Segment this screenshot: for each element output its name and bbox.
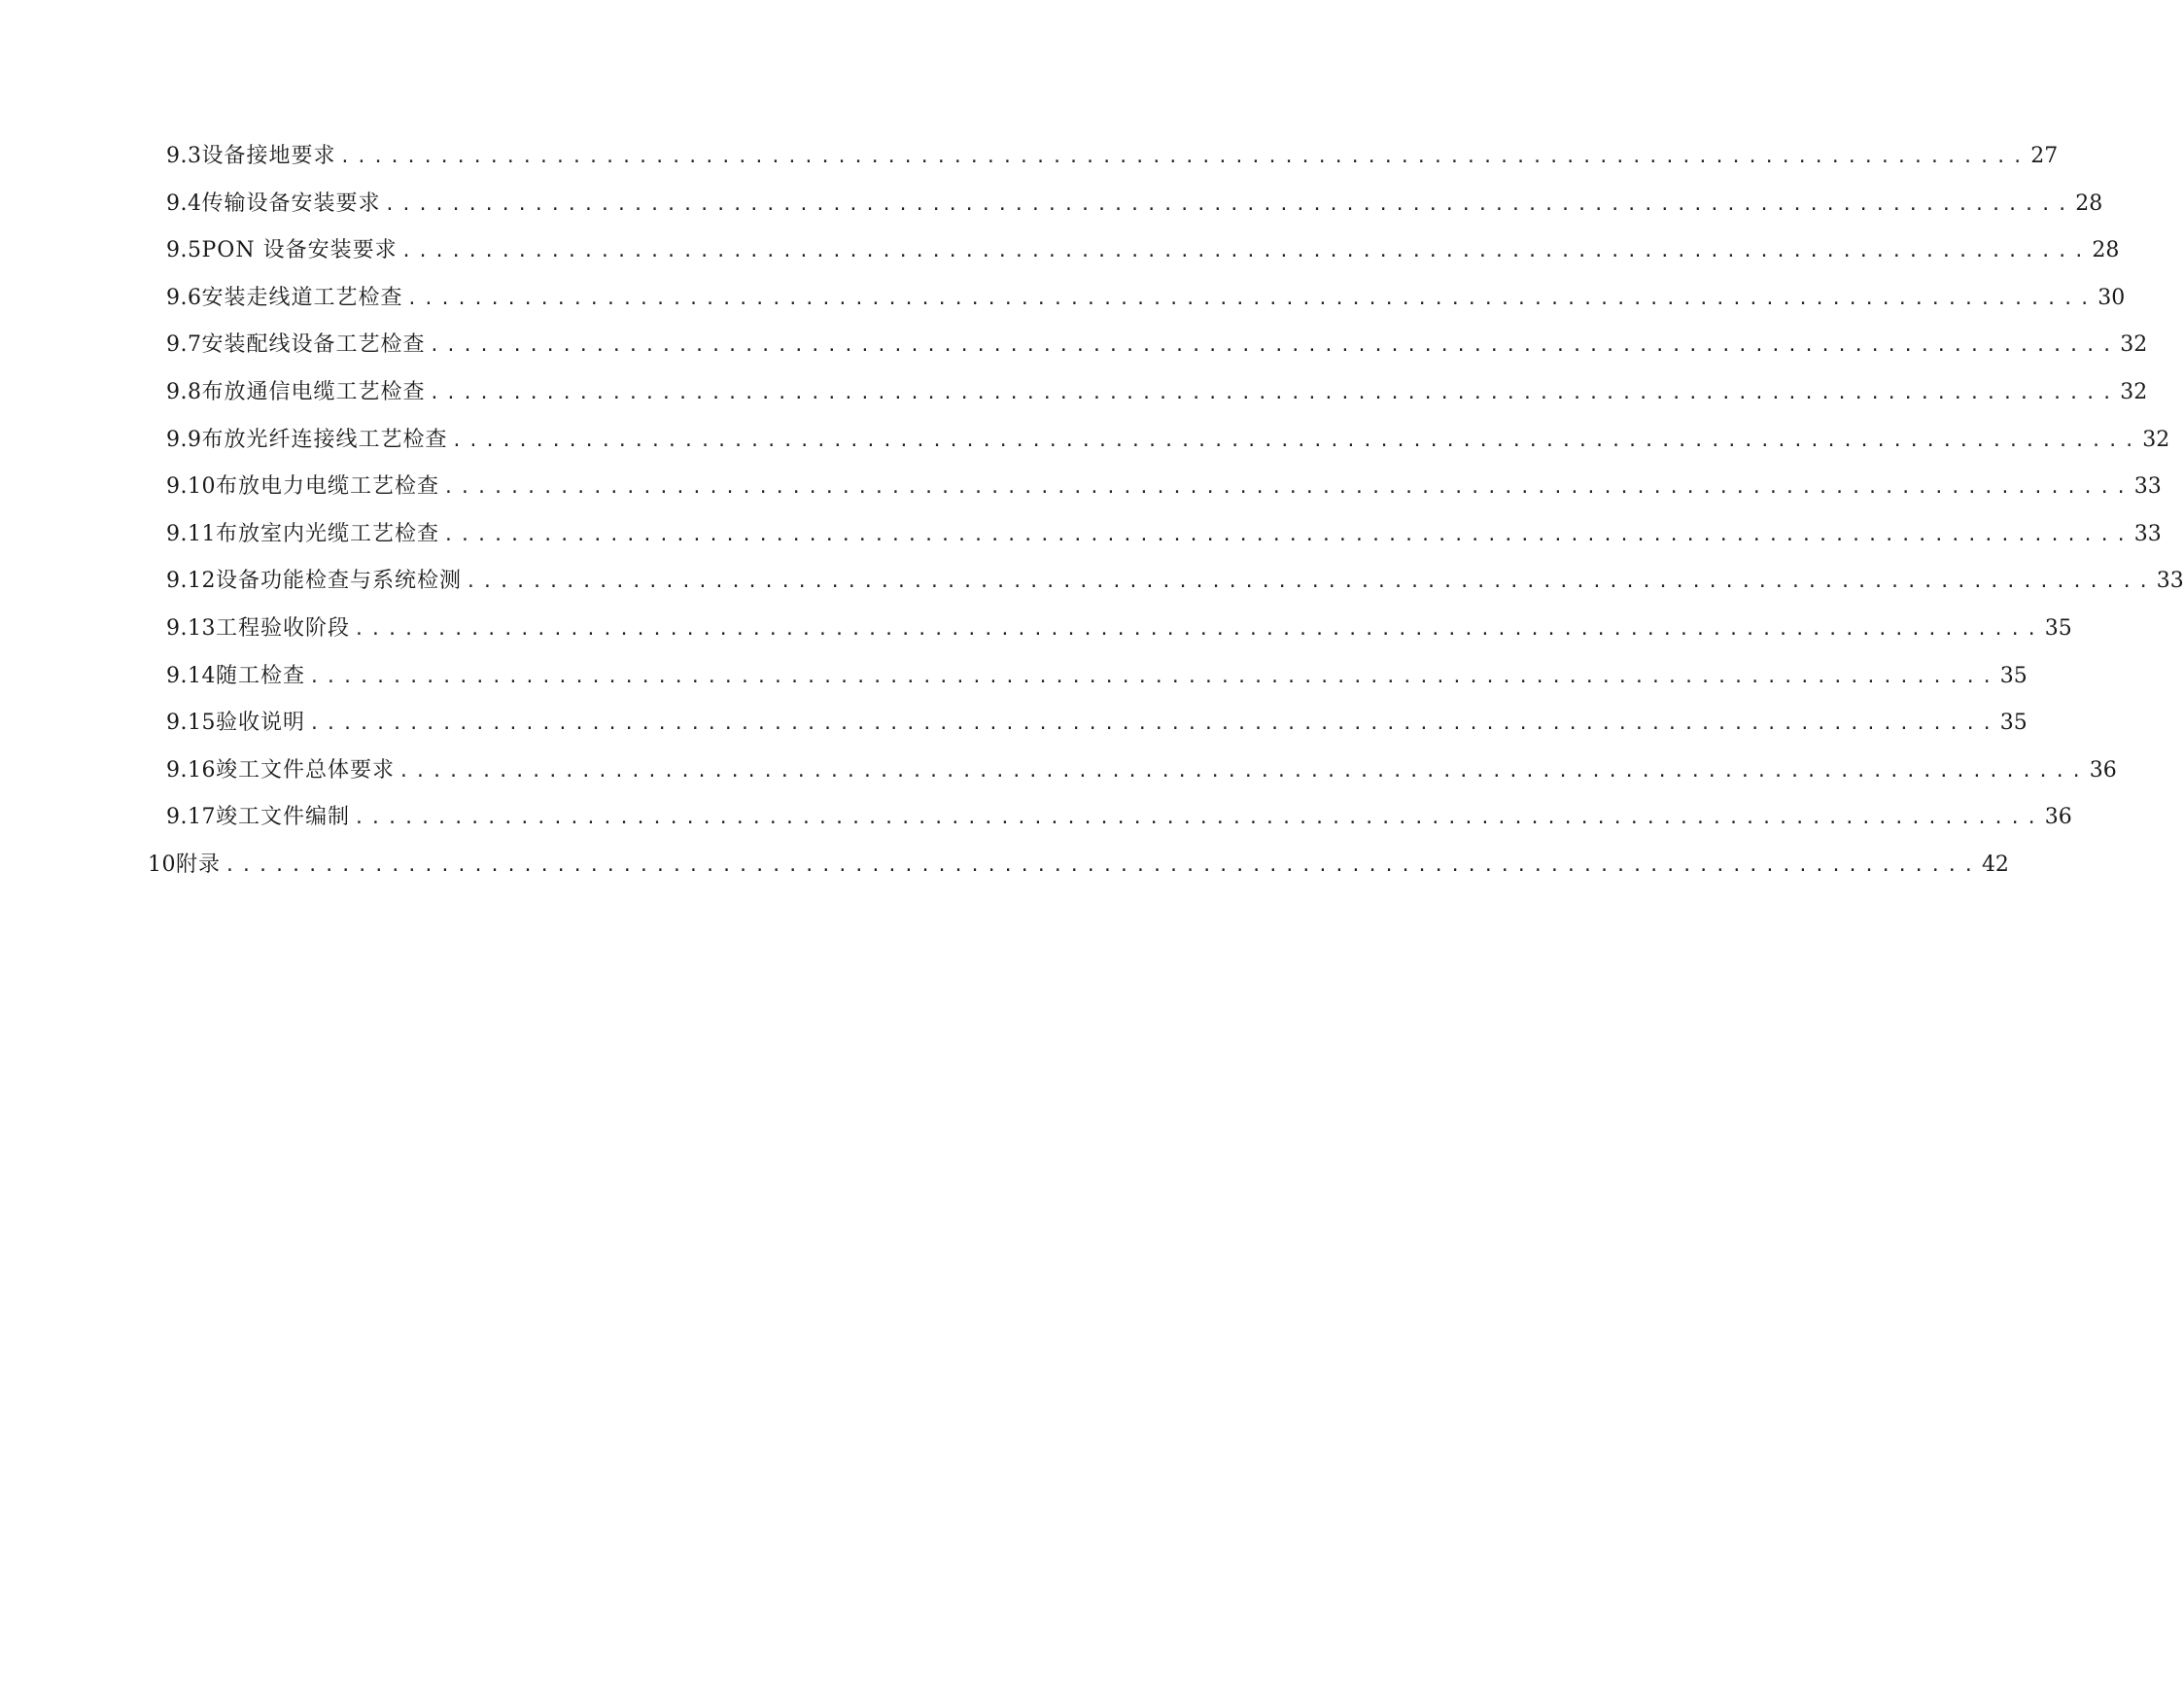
toc-entry-number: 9.10 [166, 474, 216, 500]
toc-entry-number: 9.13 [166, 615, 216, 641]
table-of-contents [0, 140, 2184, 896]
toc-entry-title: 安装走线道工艺检查 [201, 285, 403, 310]
dot-leader: ...................................................................................................... [309, 713, 1998, 735]
toc-entry-title: 安装配线设备工艺检查 [201, 332, 426, 358]
toc-entry[interactable] [0, 188, 2103, 235]
toc-entry-title: 验收说明 [215, 711, 305, 736]
toc-entry-page: 30 [2097, 285, 2126, 310]
toc-entry-title: 竣工文件总体要求 [215, 757, 395, 783]
toc-entry[interactable] [0, 801, 2072, 849]
toc-entry-page: 32 [2120, 332, 2148, 358]
toc-entry-title: 竣工文件编制 [215, 805, 350, 830]
toc-entry-page: 27 [2030, 144, 2059, 168]
toc-entry-number: 9.12 [166, 569, 216, 594]
toc-entry-page: 32 [2142, 427, 2170, 452]
toc-entry-title: PON 设备安装要求 [201, 238, 398, 263]
toc-entry-title: 传输设备安装要求 [201, 191, 381, 216]
dot-leader: ...................................................................................................... [429, 382, 2119, 403]
toc-entry-number: 9.14 [166, 663, 216, 688]
toc-entry-number: 9.9 [166, 427, 202, 452]
toc-entry-number: 9.5 [166, 238, 202, 263]
toc-entry[interactable] [0, 660, 2028, 708]
dot-leader: .......................................................................................................... [225, 854, 1980, 876]
toc-entry-number: 9.16 [166, 757, 216, 783]
toc-entry-number: 9.11 [166, 521, 216, 546]
toc-entry-page: 35 [2044, 615, 2072, 641]
toc-entry[interactable] [0, 565, 2184, 612]
toc-entry-title: 设备接地要求 [201, 144, 336, 168]
toc-entry-page: 32 [2120, 379, 2148, 404]
toc-entry-page: 35 [1999, 711, 2028, 736]
toc-entry-page: 28 [2092, 238, 2120, 263]
toc-entry-number: 9.6 [166, 285, 202, 310]
toc-entry[interactable] [0, 234, 2120, 282]
toc-entry-number: 9.17 [166, 805, 216, 830]
dot-leader: ...................................................................................................... [443, 477, 2132, 499]
dot-leader: ...................................................................................................... [354, 808, 2043, 829]
dot-leader: ...................................................................................................... [443, 524, 2132, 545]
dot-leader: ...................................................................................................... [384, 193, 2074, 215]
toc-entry[interactable] [0, 707, 2028, 754]
dot-leader: ...................................................................................................... [400, 241, 2091, 262]
toc-entry-title: 附录 [176, 852, 222, 877]
toc-entry[interactable] [0, 140, 2059, 188]
toc-entry-page: 42 [1981, 852, 2009, 877]
toc-entry-number: 9.4 [166, 191, 202, 216]
toc-entry-number: 9.15 [166, 711, 216, 736]
toc-entry-number: 9.3 [166, 144, 202, 168]
toc-entry-title: 随工检查 [215, 663, 305, 688]
toc-entry[interactable] [0, 518, 2162, 566]
toc-entry[interactable] [0, 470, 2162, 518]
toc-entry[interactable] [0, 754, 2117, 802]
toc-entry-page: 33 [2133, 521, 2162, 546]
toc-entry-title: 布放电力电缆工艺检查 [215, 474, 439, 500]
dot-leader: ...................................................................................................... [406, 288, 2097, 309]
toc-entry-title: 布放室内光缆工艺检查 [215, 521, 439, 546]
toc-entry-title: 设备功能检查与系统检测 [215, 569, 462, 594]
toc-entry[interactable] [0, 612, 2072, 660]
dot-leader: ...................................................................................................... [399, 760, 2088, 782]
toc-entry[interactable] [0, 424, 2170, 471]
dot-leader: ...................................................................................................... [339, 147, 2029, 167]
toc-entry-number: 9.7 [166, 332, 202, 358]
toc-entry-title: 工程验收阶段 [215, 615, 350, 641]
toc-entry-page: 33 [2156, 569, 2184, 594]
toc-entry-number: 10 [148, 852, 176, 877]
dot-leader: ...................................................................................................... [429, 335, 2119, 357]
toc-entry-page: 36 [2089, 757, 2117, 783]
toc-entry[interactable] [0, 376, 2148, 424]
toc-entry-page: 36 [2044, 805, 2072, 830]
toc-entry-page: 28 [2075, 191, 2103, 216]
dot-leader: ...................................................................................................... [466, 572, 2155, 593]
dot-leader: ...................................................................................................... [309, 666, 1998, 687]
toc-entry[interactable] [0, 282, 2126, 330]
toc-entry-title: 布放光纤连接线工艺检查 [201, 427, 448, 452]
toc-entry-title: 布放通信电缆工艺检查 [201, 379, 426, 404]
toc-entry-page: 33 [2133, 474, 2162, 500]
dot-leader: ...................................................................................................... [451, 430, 2141, 451]
toc-entry[interactable] [0, 329, 2148, 376]
toc-entry-page: 35 [1999, 663, 2028, 688]
dot-leader: ...................................................................................................... [354, 618, 2043, 640]
toc-entry[interactable] [0, 849, 2009, 896]
toc-entry-number: 9.8 [166, 379, 202, 404]
